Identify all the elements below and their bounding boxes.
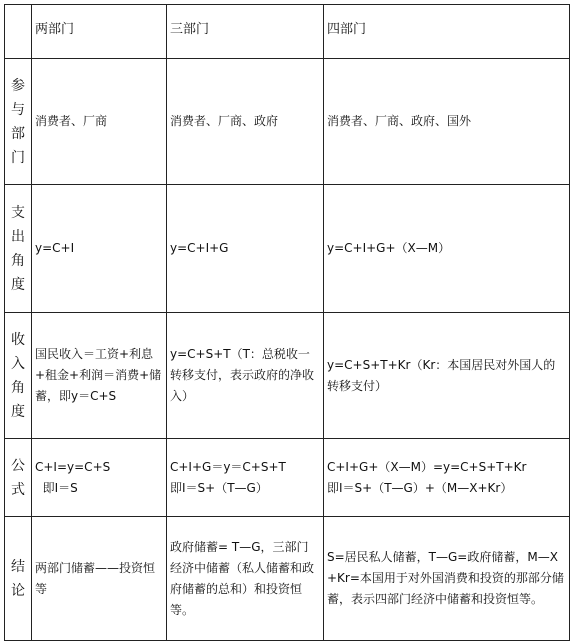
row-label-expenditure: 支出角度: [5, 185, 32, 313]
formula-three-line-2: 即I＝S+（T—G）: [170, 480, 268, 495]
cell-income-three: y=C+S+T（T：总税收一转移支付，表示政府的净收入）: [167, 313, 324, 439]
row-label-formula: 公式: [5, 439, 32, 517]
cell-formula-four: [324, 439, 570, 517]
cell-conclusion-two: 两部门储蓄——投资恒等: [32, 517, 167, 641]
formula-four-line-1: C+I+G+（X—M）=y=C+S+T+Kr: [327, 459, 527, 474]
cell-formula-three: [167, 439, 324, 517]
header-three-sector: 三部门: [167, 5, 324, 59]
comparison-table: [4, 4, 570, 641]
cell-conclusion-four: S=居民私人储蓄，T—G=政府储蓄，M—X+Kr=本国用于对外国消费和投资的那部分储蓄，表示四部门经济中储蓄和投资恒等。: [324, 517, 570, 641]
header-two-sector: 两部门: [32, 5, 167, 59]
formula-four-line-2: 即I＝S+（T—G）+（M—X+Kr）: [327, 480, 513, 495]
formula-three-line-1: C+I+G＝y＝C+S+T: [170, 459, 286, 474]
row-conclusion: [5, 517, 570, 641]
cell-participants-two: 消费者、厂商: [32, 59, 167, 185]
row-expenditure: [5, 185, 570, 313]
cell-expenditure-two: y=C+I: [32, 185, 167, 313]
row-label-income: 收入角度: [5, 313, 32, 439]
formula-two-line-1: C+I=y=C+S: [35, 459, 111, 474]
header-corner-cell: [5, 5, 32, 59]
cell-participants-three: 消费者、厂商、政府: [167, 59, 324, 185]
cell-income-two: 国民收入＝工资+利息+租金+利润＝消费+储蓄，即y＝C+S: [32, 313, 167, 439]
cell-conclusion-three: 政府储蓄= T—G，三部门经济中储蓄（私人储蓄和政府储蓄的总和）和投资恒等。: [167, 517, 324, 641]
cell-income-four: y=C+S+T+Kr（Kr：本国居民对外国人的转移支付）: [324, 313, 570, 439]
header-row: [5, 5, 570, 59]
cell-expenditure-four: y=C+I+G+（X—M）: [324, 185, 570, 313]
row-participants: [5, 59, 570, 185]
cell-expenditure-three: y=C+I+G: [167, 185, 324, 313]
formula-two-line-2: 即I＝S: [35, 480, 78, 495]
cell-formula-two: [32, 439, 167, 517]
row-label-participants: 参与部门: [5, 59, 32, 185]
cell-participants-four: 消费者、厂商、政府、国外: [324, 59, 570, 185]
row-formula: [5, 439, 570, 517]
header-four-sector: 四部门: [324, 5, 570, 59]
row-label-conclusion: 结论: [5, 517, 32, 641]
row-income: [5, 313, 570, 439]
